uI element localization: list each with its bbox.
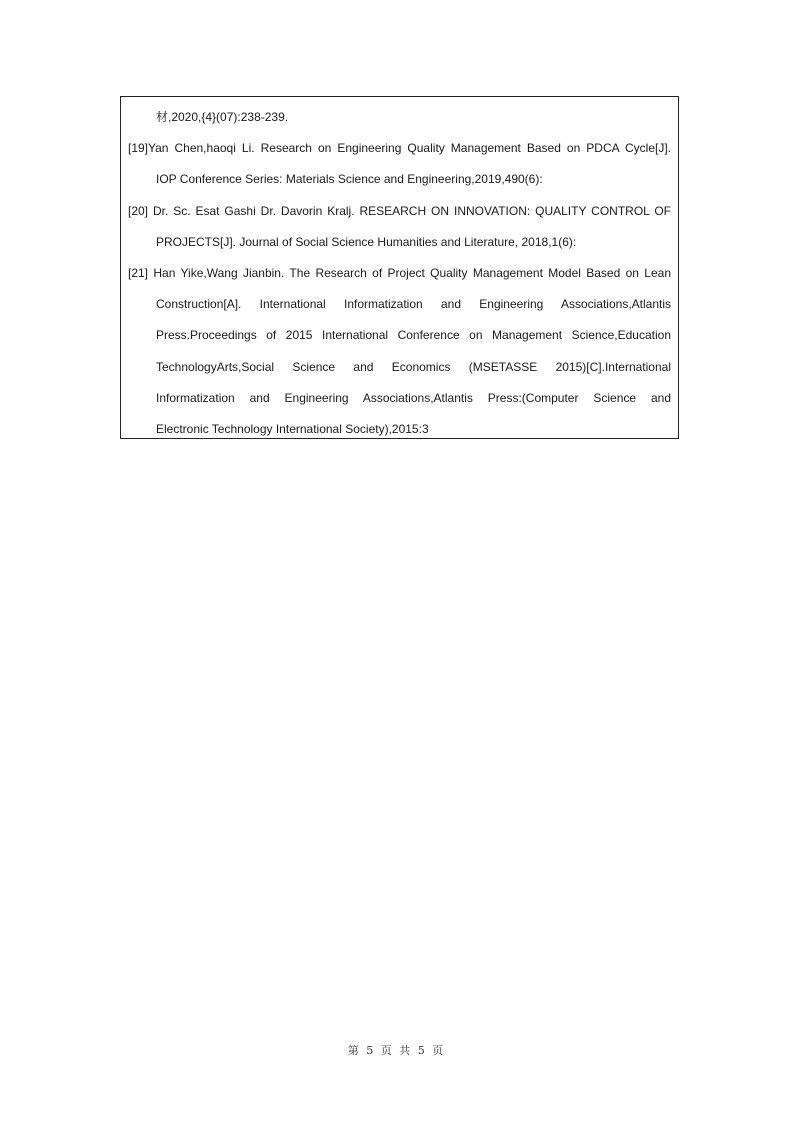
reference-line: [19]Yan Chen,haoqi Li. Research on Engineering Quality Management Based on PDCA Cycle[J]. bbox=[128, 141, 671, 156]
reference-line: PROJECTS[J]. Journal of Social Science Humanities and Literature, 2018,1(6): bbox=[156, 234, 577, 249]
reference-line: [21] Han Yike,Wang Jianbin. The Research of Project Quality Management Model Based on Lean bbox=[128, 265, 671, 280]
reference-line: IOP Conference Series: Materials Science and Engineering,2019,490(6): bbox=[156, 172, 543, 187]
reference-line: [20] Dr. Sc. Esat Gashi Dr. Davorin Kralj. RESEARCH ON INNOVATION: QUALITY CONTROL OF bbox=[128, 203, 671, 218]
reference-line: Press.Proceedings of 2015 International Conference on Management Science,Education bbox=[156, 328, 671, 343]
reference-line: Construction[A]. International Informatization and Engineering Associations,Atlantis bbox=[156, 297, 671, 312]
reference-line: TechnologyArts,Social Science and Economics (MSETASSE 2015)[C].International bbox=[156, 359, 671, 374]
page-number-footer: 第 5 页 共 5 页 bbox=[347, 1044, 446, 1057]
reference-line: Informatization and Engineering Associations,Atlantis Press:(Computer Science and bbox=[156, 390, 671, 405]
reference-list bbox=[128, 102, 671, 445]
references-box bbox=[120, 96, 679, 439]
reference-line: Electronic Technology International Society),2015:3 bbox=[156, 421, 429, 436]
reference-line: 材,2020,{4}(07):238-239. bbox=[156, 110, 289, 124]
